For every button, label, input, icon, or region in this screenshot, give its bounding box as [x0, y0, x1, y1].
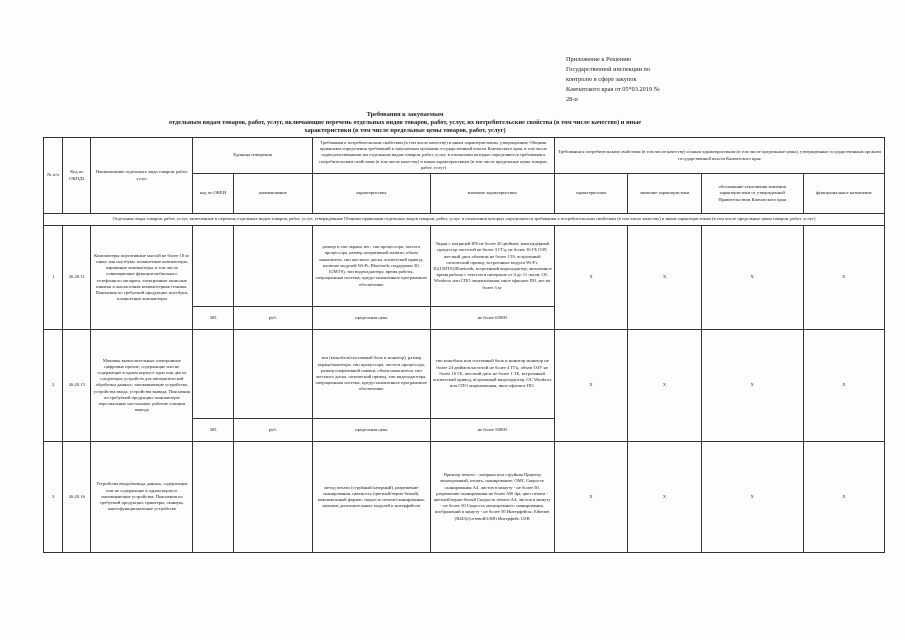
document-title: Требования к закупаемым [366, 111, 444, 118]
row-char-value: Принтер печати - лазерная или струйная Принтер монохромный, печать, сканирование; ОМС Скорость сканирования А4, листов в минуту - не более 50, разрешение сканирования не более 300 dpi, цвет печати - цветной/черно-белый Скорость печати А4, листов в минуту - не более 50 Скорость монохромного сканирования, изображений в минуту - не более 50 Интерфейсы: Ethernet (RJ45)/(сетевой/USB) Интерфейс USB [430, 442, 554, 553]
header-function: функциональное назначение [803, 174, 885, 214]
annex-line-2: Государственной инспекции по [566, 66, 651, 73]
header-char2-value: значение характеристики [628, 174, 701, 214]
document-subtitle-1: отдельным видам товаров, работ, услуг, включающие перечень отдельных видов товаров, работ, услуг, их потребительские свойства (в том числе качество) и иные [168, 119, 642, 126]
row-x-3: X [701, 330, 803, 442]
annex-line-4: Камчатского края от 05*03.2019 № [566, 86, 660, 93]
row-x-1: X [554, 442, 627, 553]
row-x-2: X [628, 442, 701, 553]
row-num: 3 [44, 442, 63, 553]
row-unit-empty [233, 226, 312, 307]
row-unit-empty [233, 442, 312, 553]
header-code-okei: код по ОКЕИ [193, 174, 234, 214]
row-name: Компьютеры портативные массой не более 10 кг такие, как ноутбуки, планшетные компьютеры, карманные компьютеры, в том числе совмещающие функции мобильного телефонного аппарата, электронные записные книжки и аналогичная компьютерная техника. Пояснения по требуемой продукции: ноутбуки, планшетные компьютеры [91, 226, 193, 330]
header-char-value: значение характеристики [430, 174, 554, 214]
annex-line-3: контролю в сфере закупок [566, 76, 637, 83]
row-limit-value: не более 65000 [430, 307, 554, 330]
annex-line-1: Приложение к Решению [566, 56, 632, 63]
table-row [44, 226, 885, 307]
row-char-value: тип моноблок или системный блок и монитор монитор не более 24 дюймов,частотой не более 4 ГГц, объем ОЗУ не более 16 ГБ, жесткий диск не более 1 ТБ, встроенный оптический привод, встроенный видеоадаптер, ОС Windows или СПО лицензионная, иное офисное ПО. [430, 330, 554, 419]
header-unit-name: наименование [233, 174, 312, 214]
row-name: Машины вычислительные электронные цифровые прочие, содержащие или не содержащие в одном корпусе одно или два из следующих устройств для автоматической обработки данных: запоминающие устройства, устройства ввода, устройства вывода. Пояснения по требуемой продукции: компьютеры персональные настольные, рабочие станции вывода [91, 330, 193, 442]
row-x-3: X [701, 226, 803, 330]
row-x-2: X [628, 226, 701, 330]
row-okei: 383 [193, 307, 234, 330]
row-okpd: 26.20.16 [63, 442, 91, 553]
row-limit-value: не более 50000 [430, 419, 554, 442]
header-row-1 [44, 138, 885, 174]
annex-line-5: 28-п [566, 96, 578, 103]
row-characteristic: метод печати (струйный/лазерный), разрешение сканирования, цветность (цветной/черно-белый), максимальный формат, скорость печати/сканирования, наличие дополнительных модулей и интерфейсов [312, 442, 430, 553]
row-okei-empty [193, 330, 234, 419]
row-num: 1 [44, 226, 63, 330]
row-okei: 383 [193, 419, 234, 442]
document-subtitle-2: характеристики (в том числе предельные цены товаров, работ, услуг) [304, 127, 506, 134]
row-unit: руб. [233, 419, 312, 442]
header-num: № п/п [44, 138, 63, 214]
row-limit-label: предельная цена [312, 307, 430, 330]
row-limit-label: предельная цена [312, 419, 430, 442]
table-row [44, 330, 885, 419]
row-x-1: X [554, 226, 627, 330]
header-req-approved: Требования к потребительским свойствам (в том числе качеству) и иным характеристикам, утвержденные Общими правилами определения требований к закупаемым органами государственной власти Камчатского края, в том числе подведомственными им отдельным видам товаров, работ, услуг, в отношении которых определяются требования к потребительским свойствам (в том числе качеству) и иным характеристикам (в том числе предельные цены товаров, работ, услуг) [312, 138, 554, 174]
header-char2: характеристика [554, 174, 627, 214]
row-x-2: X [628, 330, 701, 442]
row-num: 2 [44, 330, 63, 442]
row-x-3: X [701, 442, 803, 553]
row-unit: руб. [233, 307, 312, 330]
row-okei-empty [193, 442, 234, 553]
section-row-text: Отдельные виды товаров, работ, услуг, включенные в перечень отдельных видов товаров, работ, услуг, утвержденные Общими правилами отдельных видов товаров, работ, услуг, в отношении которых определяются требования к потребительским свойствам (в том числе качеству) и иным характеристикам (в том числе предельные цены товаров, работ, услуг) [44, 214, 885, 226]
row-characteristic: тип (моноблок/системный блок и монитор), размер экрана/монитора, тип процессора, частота процессора, размер оперативной памяти, объем накопителя, тип жесткого диска, оптический привод, тип видеоадаптера, операционная система, предустановленное программное обеспечение [312, 330, 430, 419]
row-x-4: X [803, 330, 885, 442]
header-name: Наименование отдельного вида товаров, работ, услуг [91, 138, 193, 214]
row-x-4: X [803, 226, 885, 330]
header-characteristic: характеристика [312, 174, 430, 214]
row-name: Устройства ввода/вывода данных, содержащие или не содержащие в одном корпусе запоминающие устройства. Пояснения по требуемой продукции: принтеры, сканеры, многофункциональные устройства [91, 442, 193, 553]
section-row [44, 214, 885, 226]
row-x-1: X [554, 330, 627, 442]
header-okpd: Код по ОКПД2 [63, 138, 91, 214]
row-okei-empty [193, 226, 234, 307]
row-char-value: Экран с матрицей IPS не более 20 дюймов, многоядерный процессор частотой не более 3 ГГц, не более 16 ГБ ОЗУ, жесткий диск объемом не более 1Тб, встроенный оптический привод, встроенные модули Wi-Fi, 3G(UMTS)/Bluetooth, встроенный видеоадаптер, автономное время работы с текстом в интервале от 4 до 11 часов, ОС Windows или СПО лицензионная, иное офисное ПО, вес не более 3 кг [430, 226, 554, 307]
requirements-table [43, 137, 885, 553]
header-req-gov: Требования к потребительским свойствам (в том числе качеству) и иным характеристикам (в том числе предельные цены), утвержденные государственным органом государственной власти Камчатского края [554, 138, 884, 174]
row-characteristic: размер и тип экрана, вес, тип процессора, частота процессора, размер оперативной памяти, объем накопителя, тип жесткого диска, оптический привод, наличие модулей Wi-Fi, Bluetooth, поддержки 3G (UMTS), тип видеоадаптера, время работы, операционная система, предустановленное программное обеспечение [312, 226, 430, 307]
header-justification: обоснование отклонения значения характеристики от утвержденной Правительством Камчатского края [701, 174, 803, 214]
row-okpd: 26.20.15 [63, 330, 91, 442]
annex-reference [566, 55, 776, 105]
header-unit: Единица измерения [193, 138, 313, 174]
row-okpd: 26.20.11 [63, 226, 91, 330]
table-row [44, 442, 885, 553]
row-x-4: X [803, 442, 885, 553]
row-unit-empty [233, 330, 312, 419]
